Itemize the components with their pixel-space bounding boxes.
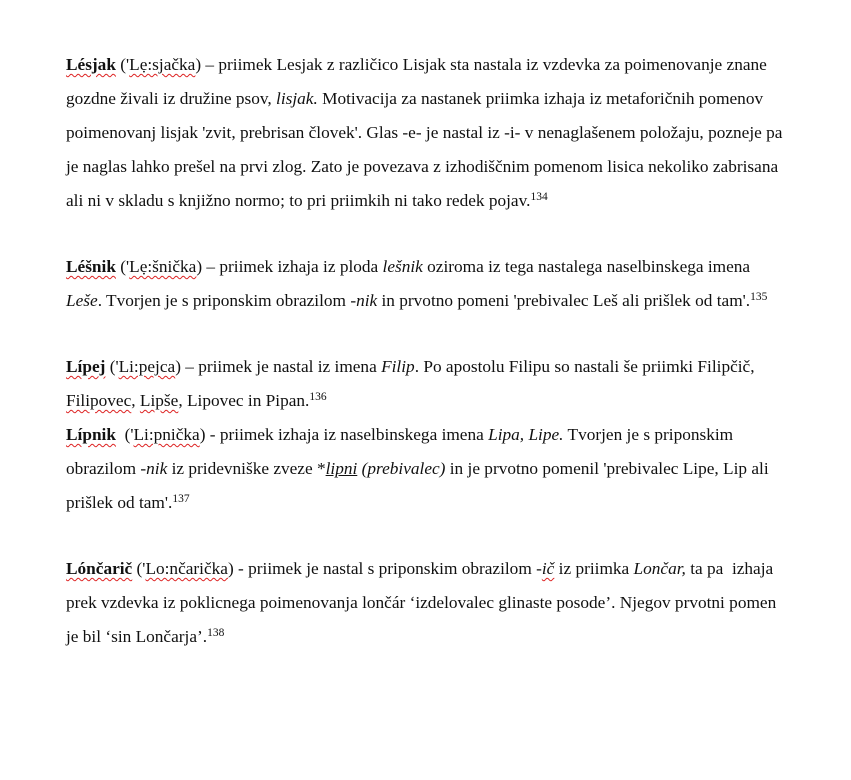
italic-term: -nik [140, 459, 168, 478]
pron-open: (' [115, 257, 130, 276]
body-text: oziroma iz tega nastalega naselbinskega imena [422, 257, 751, 276]
spacer [66, 318, 786, 350]
pronunciation: Li:pnička [133, 425, 200, 444]
pron-open: (' [132, 559, 146, 578]
italic-term: lisjak. [276, 89, 318, 108]
body-text: ) - priimek izhaja iz naselbinskega imena [199, 425, 489, 444]
body-text: iz pridevniške zveze * [167, 459, 326, 478]
italic-term: lešnik [382, 257, 423, 276]
footnote-ref[interactable]: 138 [207, 627, 225, 639]
headword: Lónčarič [66, 559, 133, 578]
body-text: . Tvorjen je s priponskim obrazilom [97, 291, 351, 310]
body-text: ) – priimek Lesjak z različico Lisjak sta nastala iz vzdevka za poimenovanje znane gozdne živali iz družine psov, [66, 55, 767, 108]
pronunciation: Lẹ:šnička [129, 257, 197, 276]
headword: Lésjak [66, 55, 116, 74]
headword: Lípej [66, 357, 106, 376]
pron-open: (' [105, 357, 119, 376]
body-text: , Lipovec in Pipan. [178, 391, 310, 410]
headword: Léšnik [66, 257, 116, 276]
italic-term: (prebivalec) [361, 459, 446, 478]
footnote-ref[interactable]: 137 [172, 493, 190, 505]
body-text: Motivacija za nastanek priimka izhaja iz metaforičnih pomenov poimenovanj lisjak 'zvit, prebrisan človek'. Glas -e- je nastal iz -i- v nenaglašenem položaju, pozneje pa je naglas lahko prešel na prvi zlog. Zato je povezava z izhodiščnim pomenom lisica nekoliko zabrisana ali ni v skladu s knjižno normo; to pri priimkih ni tako redek pojav. [66, 89, 783, 210]
body-text: ) - priimek je nastal s priponskim obrazilom [227, 559, 537, 578]
italic-term: Lončar, [633, 559, 686, 578]
italic-term: Leše [66, 291, 98, 310]
body-text: . Po apostolu Filipu so nastali še priimki Filipčič, [414, 357, 755, 376]
document-page [66, 48, 786, 654]
pron-open: (' [115, 55, 130, 74]
headword: Lípnik [66, 425, 116, 444]
body-text: ) – priimek izhaja iz ploda [196, 257, 383, 276]
spacer [66, 218, 786, 250]
body-text: in je prvotno pomenil 'prebivalec Lipe, Lip ali prišlek od tam'. [66, 459, 769, 512]
italic-term: ič [541, 559, 555, 578]
body-text: in prvotno pomeni 'prebivalec Leš ali prišlek od tam'. [377, 291, 751, 310]
entry-lipnik [66, 418, 786, 520]
italic-term: - [536, 559, 542, 578]
italic-term: Filip [381, 357, 415, 376]
entry-lesjak [66, 48, 786, 218]
pronunciation: Lẹ:sjačka [129, 55, 196, 74]
pron-open: (' [115, 425, 134, 444]
spacer [66, 520, 786, 552]
spell-flagged-word: Filipovec [66, 391, 132, 410]
pronunciation: Li:pejca [118, 357, 176, 376]
italic-term: lipni [325, 459, 358, 478]
entry-lipej [66, 350, 786, 418]
spell-flagged-word: Lipše [139, 391, 179, 410]
italic-term: -nik [350, 291, 378, 310]
footnote-ref[interactable]: 136 [309, 391, 327, 403]
entry-loncaric [66, 552, 786, 654]
footnote-ref[interactable]: 134 [530, 191, 548, 203]
entry-lesnik [66, 250, 786, 318]
body-text: ) – priimek je nastal iz imena [175, 357, 382, 376]
body-text: iz priimka [554, 559, 634, 578]
body-text: Tvorjen je s priponskim obrazilom [66, 425, 734, 478]
body-text: , [131, 391, 140, 410]
body-text: ta pa izhaja prek vzdevka iz poklicnega poimenovanja lončár ‘izdelovalec glinaste posode’. Njegov prvotni pomen je bil ‘sin Lončarja’. [66, 559, 781, 646]
italic-term: Lipa, Lipe. [488, 425, 564, 444]
footnote-ref[interactable]: 135 [750, 291, 768, 303]
pronunciation: Lo:nčarička [145, 559, 228, 578]
